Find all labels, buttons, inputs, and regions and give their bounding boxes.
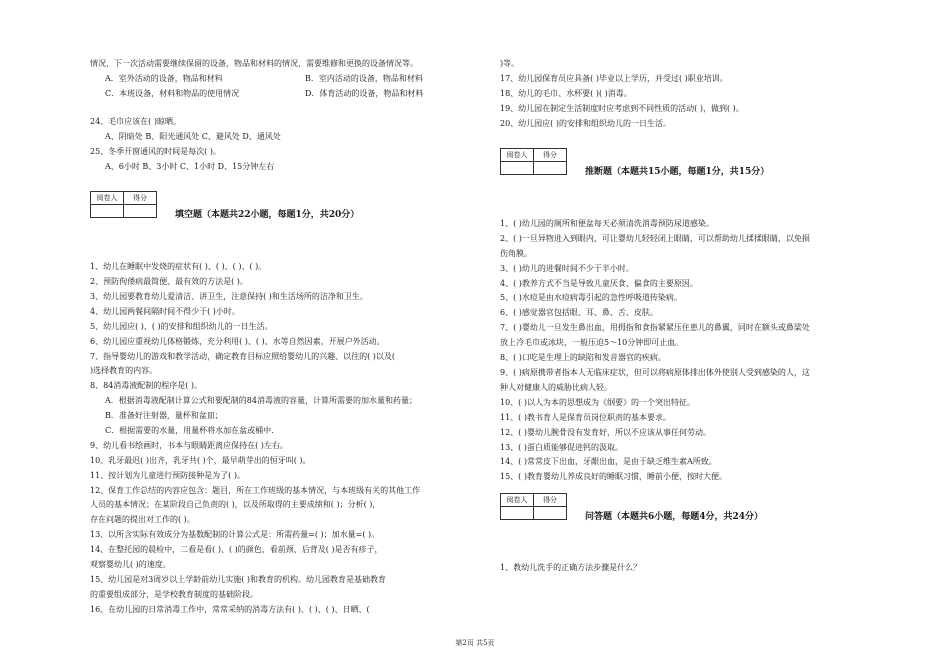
judge-line: 伤角膜。 bbox=[500, 249, 532, 258]
fill-line: 6、幼儿园应重视幼儿体格锻炼，充分利用( )、( )、水等自然因素，开展户外活动。 bbox=[90, 337, 385, 346]
judge-line: 4、( )教养方式不当是导致儿童厌食、偏食的主要原因。 bbox=[500, 279, 698, 288]
fill-line: 16、在幼儿园的日常消毒工作中，常常采纳的消毒方法有( )、( )、( )、日晒、( bbox=[90, 605, 370, 614]
judge-line: 11、( )教书育人是保育员岗位职责的基本要求。 bbox=[500, 413, 671, 422]
option-a: A．室外活动的设备，物品和材料 bbox=[105, 74, 223, 83]
fill-line: 人员的基本情况；在某阶段自己负责的( )，以及所取得的主要成绩和( )；分析( )， bbox=[90, 500, 381, 509]
grader-label: 阅卷人 bbox=[501, 149, 534, 162]
text-line: )等。 bbox=[500, 59, 520, 68]
judge-line: 5、( )水痘是由水痘病毒引起的急性呼吸道传染病。 bbox=[500, 293, 682, 302]
fill-line: 3、幼儿园要教育幼儿爱清洁、讲卫生，注意保持( )和生活场所的洁净和卫生。 bbox=[90, 292, 368, 301]
grader-cell bbox=[91, 205, 124, 218]
judge-line: 12、( )婴幼儿腕骨没有发育好，所以不应该从事任何劳动。 bbox=[500, 428, 711, 437]
score-box bbox=[90, 191, 157, 218]
judge-line: 种人对健康人的威胁比病人轻。 bbox=[500, 383, 612, 392]
judge-line: 15、( )教育婴幼儿养成良好的睡眠习惯，睡前小便，按时大便。 bbox=[500, 472, 727, 481]
fill-line: 7、指导婴幼儿的游戏和教学活动，确定教育目标应照给婴幼儿的兴趣、以往的( )以及( bbox=[90, 352, 395, 361]
fill-line: 10、乳牙最迟( )出齐，乳牙共( )个，最早萌芽出的恒牙叫( )。 bbox=[90, 456, 311, 465]
grader-label: 阅卷人 bbox=[501, 494, 534, 507]
fill-line: A．根据消毒液配制计算公式和要配制的84消毒液的容量，计算所需要的加水量和药量； bbox=[105, 396, 417, 405]
judge-line: 6、( )感觉器官包括眼、耳、鼻、舌、皮肤。 bbox=[500, 308, 658, 317]
fill-line: 的重要组成部分，是学校教育制度的基础阶段。 bbox=[90, 590, 258, 599]
fill-line: 15、幼儿园是对3周岁以上学龄前幼儿实施( )和教育的机构。幼儿园教育是基础教育 bbox=[90, 575, 387, 584]
fill-line: 2、预防佝偻病最简便、最有效的方法是( )。 bbox=[90, 277, 248, 286]
question-24: 24、毛巾应该在( )晾晒。 bbox=[90, 117, 181, 126]
section-title-fill: 填空题（本题共22小题，每题1分，共20分） bbox=[175, 210, 360, 220]
fill-line: 20、幼儿园应( )的安排和组织幼儿的一日生活。 bbox=[500, 119, 671, 128]
judge-line: 3、( )幼儿的进餐时间不少于半小时。 bbox=[500, 264, 634, 273]
fill-line: 8、84消毒液配制的程序是( )。 bbox=[90, 381, 203, 390]
page-footer: 第2页 共5页 bbox=[455, 639, 495, 647]
question-24-options: A、阴暗处 B、阳光通风处 C、避风处 D、通风处 bbox=[105, 132, 281, 141]
fill-line: 存在问题的提出对工作的( )。 bbox=[90, 515, 195, 524]
text-line: 情况，下一次活动需要继续保留的设备，物品和材料的情况，需要维修和更换的设备情况等。 bbox=[90, 59, 418, 68]
fill-line: 1、幼儿在睡眠中发烧的症状有( )、( )、( )、( )。 bbox=[90, 262, 267, 271]
question-25-options: A、6小时 B、3小时 C、1小时 D、15分钟左右 bbox=[105, 162, 275, 171]
score-label: 得分 bbox=[534, 494, 567, 507]
fill-line: 4、幼儿园两餐间隔时间不得少于( )小时。 bbox=[90, 307, 240, 316]
fill-line: C．根据需要的水量，用量杯将水加在盆或桶中. bbox=[105, 426, 274, 435]
score-cell bbox=[534, 162, 567, 175]
fill-line: 13、以所含实际有效成分为基数配制的计算公式是：所需药量=( )；加水量=( )。 bbox=[90, 530, 380, 539]
judge-line: 1、( )幼儿园的厕所和便盆每天必须清洗消毒预防尿道感染。 bbox=[500, 219, 714, 228]
section-title-qa: 问答题（本题共6小题，每题4分，共24分） bbox=[585, 512, 764, 522]
fill-line: )选择教育的内容。 bbox=[90, 366, 158, 375]
judge-line: 放上冷毛巾或冰块，一般压迫5～10分钟即可止血。 bbox=[500, 338, 684, 347]
judge-line: 13、( )蛋白质能够促进钙的汲取。 bbox=[500, 443, 623, 452]
judge-line: 10、( )以人为本的思想成为《纲要》的一个突出特征。 bbox=[500, 398, 695, 407]
section-title-judge: 推断题（本题共15小题，每题1分，共15分） bbox=[585, 167, 770, 177]
fill-line: 12、保育工作总结的内容应包含：题目，所在工作班级的基本情况，与本班级有关的其他工作 bbox=[90, 486, 421, 495]
score-box bbox=[500, 148, 567, 175]
fill-line: 11、按计划为儿童进行预防接种是为了( )。 bbox=[90, 471, 245, 480]
fill-line: 14、在整托园的晨检中，二看是看( )、( )的颜色，看前颈、后背及( )是否有疹子， bbox=[90, 545, 383, 554]
judge-line: 2、( )一旦异物进入到眼内，可让婴幼儿轻轻闭上眼睛，可以帮助幼儿揉揉眼睛，以免损 bbox=[500, 234, 810, 243]
option-c: C．本班设备，材料和物品的使用情况 bbox=[105, 89, 240, 98]
fill-line: 18、幼儿的毛巾、水杯要( )( )消毒。 bbox=[500, 89, 632, 98]
fill-line: 观察婴幼儿( )的速度。 bbox=[90, 560, 171, 569]
judge-line: 8、( )口吃是生理上的缺陷和发音器官的疾病。 bbox=[500, 353, 666, 362]
grader-cell bbox=[501, 507, 534, 520]
fill-line: 17、幼儿园保育员应具备( )毕业以上学历，并受过( )职业培训。 bbox=[500, 74, 728, 83]
question-25: 25、冬季开窗通风的时间是每次( )。 bbox=[90, 147, 221, 156]
option-b: B．室内活动的设备，物品和材料 bbox=[305, 74, 423, 83]
fill-line: 5、幼儿园应( )、( )的安排和组织幼儿的一日生活。 bbox=[90, 322, 273, 331]
option-d: D．体育活动的设备，物品和材料 bbox=[305, 89, 424, 98]
fill-line: 19、幼儿园在制定生活制度时应考虑到不同性质的活动( )，做到( )。 bbox=[500, 104, 744, 113]
judge-line: 9、( )病原携带者指本人无临床症状，但可以将病原体排出体外使别人受到感染的人，这 bbox=[500, 368, 810, 377]
qa-line: 1、教幼儿洗手的正确方法步骤是什么？ bbox=[500, 563, 642, 572]
score-label: 得分 bbox=[124, 192, 157, 205]
grader-label: 阅卷人 bbox=[91, 192, 124, 205]
fill-line: 9、幼儿看书绘画时，书本与眼睛距离应保持在( )左右。 bbox=[90, 441, 288, 450]
score-cell bbox=[534, 507, 567, 520]
grader-cell bbox=[501, 162, 534, 175]
score-box bbox=[500, 493, 567, 520]
score-cell bbox=[124, 205, 157, 218]
score-label: 得分 bbox=[534, 149, 567, 162]
fill-line: B．准备好注射器，量杯和盆皿； bbox=[105, 411, 223, 420]
judge-line: 7、( )婴幼儿一旦发生鼻出血，用拇指和食指紧紧压住患儿的鼻翼，同时在额头或鼻梁处 bbox=[500, 323, 810, 332]
judge-line: 14、( )常常皮下出血，牙龈出血，是由于缺乏维生素A所致。 bbox=[500, 457, 717, 466]
